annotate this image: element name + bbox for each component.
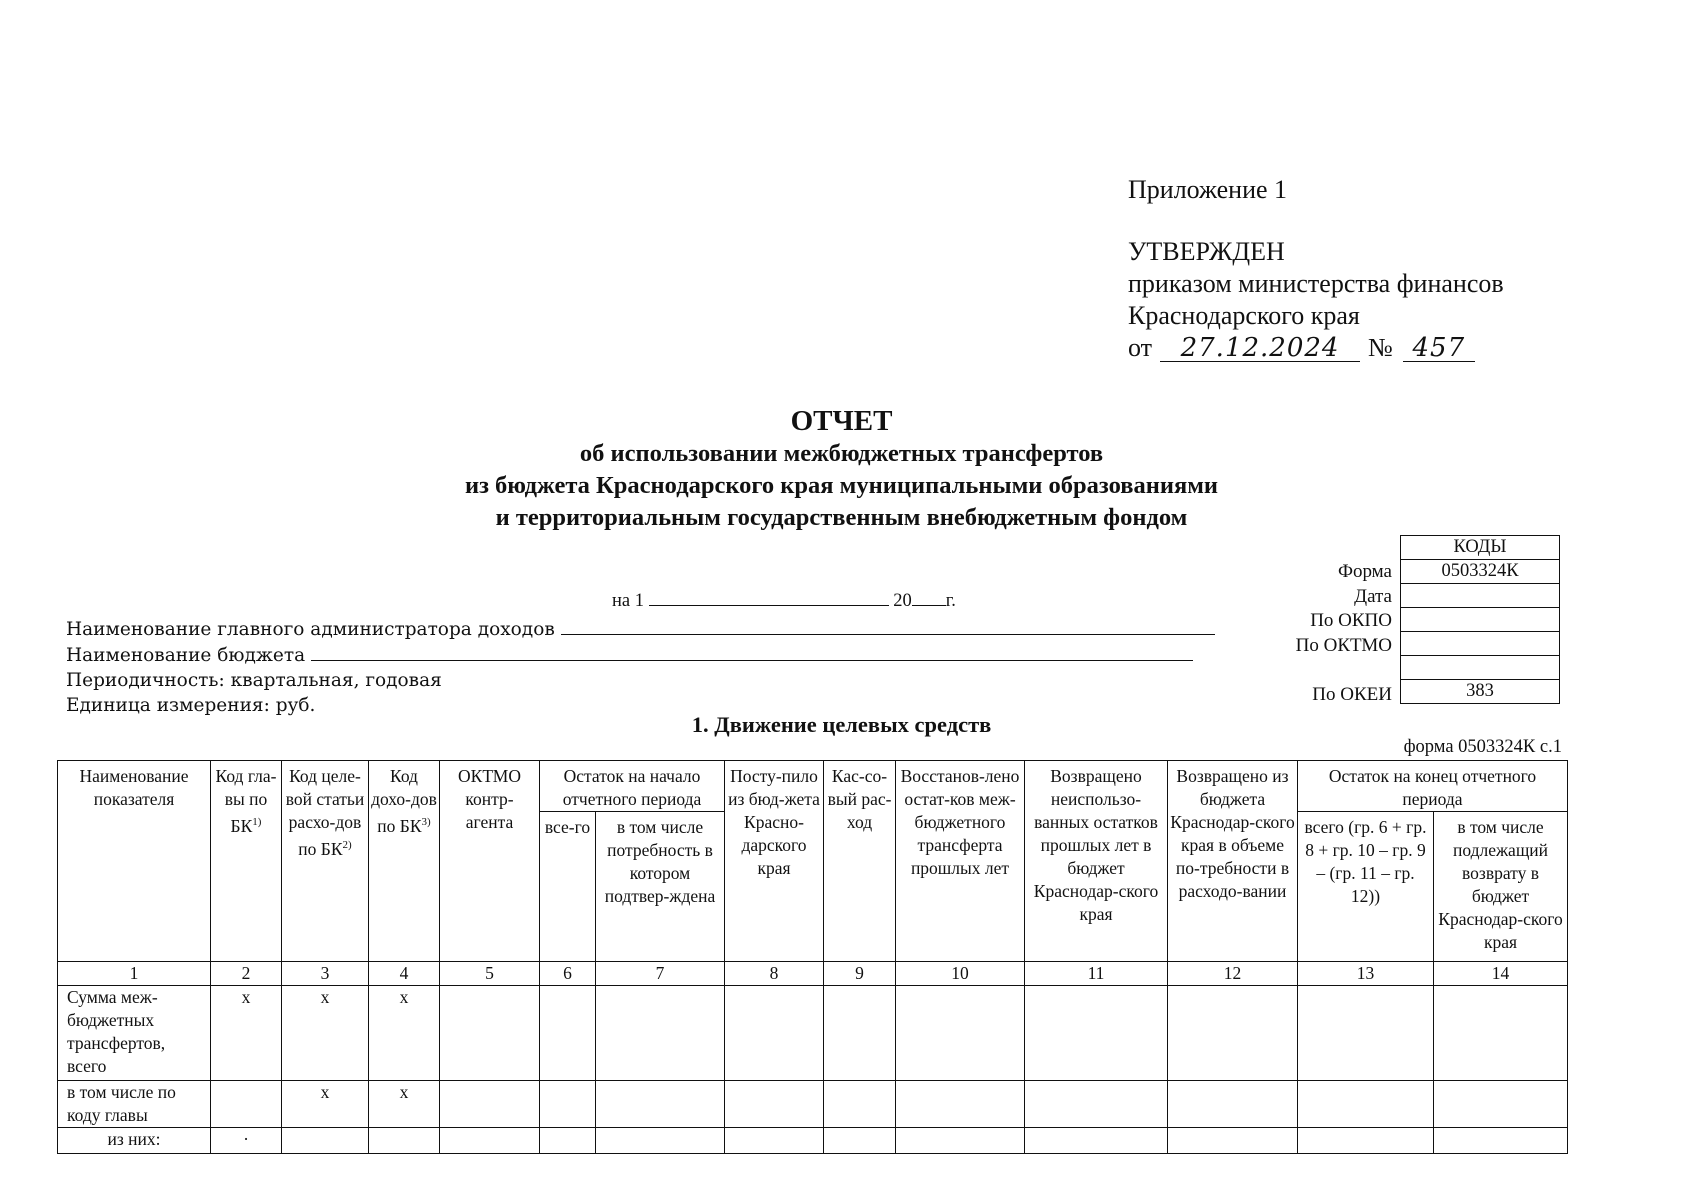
cell-input[interactable] bbox=[1434, 986, 1568, 1081]
column-number: 2 bbox=[211, 962, 282, 986]
codes-table bbox=[1400, 535, 1560, 704]
column-number: 3 bbox=[282, 962, 369, 986]
title-line-1: ОТЧЕТ bbox=[790, 405, 893, 437]
cell-input[interactable] bbox=[1434, 1128, 1568, 1154]
header-balance-end-total: всего (гр. 6 + гр. 8 + гр. 10 – гр. 9 – (гр. 11 – гр. 12)) bbox=[1298, 812, 1434, 962]
code-label-oktmo: По ОКТМО bbox=[1295, 634, 1392, 656]
approval-line-1: приказом министерства финансов bbox=[1128, 269, 1504, 298]
header-balance-start-confirmed: в том числе потребность в котором подтвер-ждена bbox=[596, 812, 725, 962]
header-chapter-code bbox=[211, 761, 282, 962]
column-number: 7 bbox=[596, 962, 725, 986]
admin-label: Наименование главного администратора доходов bbox=[66, 619, 555, 640]
row-label-total: Сумма меж-бюджетных трансфертов, всего bbox=[58, 986, 211, 1081]
number-sign: № bbox=[1368, 333, 1393, 362]
approval-block bbox=[1128, 174, 1504, 364]
cell-input[interactable] bbox=[596, 1128, 725, 1154]
footnote-1: 1) bbox=[252, 816, 262, 828]
cell-input[interactable] bbox=[725, 986, 824, 1081]
header-balance-end: Остаток на конец отчетного периода bbox=[1298, 761, 1568, 812]
column-number: 13 bbox=[1298, 962, 1434, 986]
admin-line bbox=[66, 616, 1215, 642]
period-date-field[interactable] bbox=[649, 587, 889, 606]
cell-chapter-code[interactable] bbox=[211, 1081, 282, 1128]
title-line-4: и территориальным государственным внебюджетным фондом bbox=[495, 504, 1188, 531]
cell-input[interactable] bbox=[824, 1081, 896, 1128]
period-suffix: г. bbox=[945, 591, 956, 611]
cell-input[interactable] bbox=[1168, 986, 1298, 1081]
approval-number-handwritten: 457 bbox=[1403, 335, 1475, 362]
period-prefix: на 1 bbox=[612, 591, 644, 611]
cell-input[interactable] bbox=[596, 986, 725, 1081]
header-returned-unused: Возвращено неиспользо-ванных остатков прошлых лет в бюджет Краснодар-ского края bbox=[1025, 761, 1168, 962]
column-number: 10 bbox=[896, 962, 1025, 986]
cell-input[interactable] bbox=[440, 1128, 540, 1154]
header-oktmo: ОКТМО контр-агента bbox=[440, 761, 540, 962]
table-row bbox=[58, 986, 1568, 1081]
cell-input[interactable] bbox=[440, 1081, 540, 1128]
cell-input[interactable] bbox=[440, 986, 540, 1081]
table-row bbox=[58, 1081, 1568, 1128]
code-oktmo[interactable] bbox=[1401, 632, 1560, 656]
cell-input[interactable] bbox=[824, 986, 896, 1081]
cell-input[interactable] bbox=[896, 1128, 1025, 1154]
column-numbers-row bbox=[58, 962, 1568, 986]
title-line-2: об использовании межбюджетных трансфертов bbox=[579, 440, 1104, 467]
header-balance-start-total: все-го bbox=[540, 812, 596, 962]
header-chapter-code-text: Код гла-вы по БК bbox=[215, 766, 277, 836]
code-label-form: Форма bbox=[1337, 561, 1392, 582]
row-label-of-them: из них: bbox=[58, 1128, 211, 1154]
cell-input[interactable] bbox=[896, 1081, 1025, 1128]
cell-income-code: x bbox=[369, 1081, 440, 1128]
cell-input[interactable] bbox=[540, 986, 596, 1081]
budget-label: Наименование бюджета bbox=[66, 645, 306, 666]
column-number: 8 bbox=[725, 962, 824, 986]
code-label-okpo: По ОКПО bbox=[1310, 610, 1392, 631]
cell-input[interactable] bbox=[1434, 1081, 1568, 1128]
cell-chapter-code[interactable]: · bbox=[211, 1128, 282, 1154]
header-received: Посту-пило из бюд-жета Красно-дарского края bbox=[725, 761, 824, 962]
report-meta bbox=[66, 616, 1215, 718]
cell-input[interactable] bbox=[725, 1128, 824, 1154]
code-okpo[interactable] bbox=[1401, 608, 1560, 632]
cell-input[interactable] bbox=[824, 1128, 896, 1154]
cell-input[interactable] bbox=[1298, 986, 1434, 1081]
cell-input[interactable] bbox=[1168, 1128, 1298, 1154]
report-title bbox=[0, 404, 1683, 534]
header-cash-expense: Кас-со-вый рас-ход bbox=[824, 761, 896, 962]
row-label-by-chapter: в том числе по коду главы bbox=[58, 1081, 211, 1128]
from-prefix: от bbox=[1128, 333, 1153, 362]
cell-input[interactable] bbox=[896, 986, 1025, 1081]
header-income-code bbox=[369, 761, 440, 962]
period-line bbox=[612, 587, 956, 612]
cell-target-code: x bbox=[282, 986, 369, 1081]
code-label-date: Дата bbox=[1354, 585, 1392, 607]
cell-target-code: x bbox=[282, 1081, 369, 1128]
header-target-code-text: Код целе-вой статьи расхо-дов по БК bbox=[285, 766, 365, 859]
cell-input[interactable] bbox=[540, 1128, 596, 1154]
column-number: 9 bbox=[824, 962, 896, 986]
approval-date-line bbox=[1128, 332, 1504, 364]
cell-input[interactable] bbox=[1298, 1128, 1434, 1154]
header-target-code bbox=[282, 761, 369, 962]
cell-input[interactable] bbox=[1025, 986, 1168, 1081]
periodicity: Периодичность: квартальная, годовая bbox=[66, 670, 442, 691]
cell-input[interactable] bbox=[1168, 1081, 1298, 1128]
approval-date-handwritten: 27.12.2024 bbox=[1160, 335, 1360, 362]
title-line-3: из бюджета Краснодарского края муниципальными образованиями bbox=[464, 472, 1219, 499]
period-year-prefix: 20 bbox=[893, 591, 912, 611]
column-number: 1 bbox=[58, 962, 211, 986]
cell-input[interactable] bbox=[1025, 1081, 1168, 1128]
header-balance-start: Остаток на начало отчетного периода bbox=[540, 761, 725, 812]
cell-input[interactable] bbox=[725, 1081, 824, 1128]
header-returned-from-budget: Возвращено из бюджета Краснодар-ского края в объеме по-требности в расходо-вании bbox=[1168, 761, 1298, 962]
header-income-code-text: Код дохо-дов по БК bbox=[371, 766, 437, 836]
column-number: 6 bbox=[540, 962, 596, 986]
cell-input[interactable] bbox=[596, 1081, 725, 1128]
code-okei[interactable]: 383 bbox=[1401, 680, 1560, 704]
column-number: 12 bbox=[1168, 962, 1298, 986]
cell-income-code[interactable] bbox=[369, 1128, 440, 1154]
annex-label: Приложение 1 bbox=[1128, 175, 1288, 204]
cell-input[interactable] bbox=[540, 1081, 596, 1128]
cell-input[interactable] bbox=[1025, 1128, 1168, 1154]
column-number: 11 bbox=[1025, 962, 1168, 986]
form-reference: форма 0503324К с.1 bbox=[1403, 737, 1562, 757]
code-blank[interactable] bbox=[1401, 656, 1560, 680]
column-number: 5 bbox=[440, 962, 540, 986]
footnote-2: 2) bbox=[342, 839, 352, 851]
cell-input[interactable] bbox=[1298, 1081, 1434, 1128]
section-title: 1. Движение целевых средств bbox=[691, 712, 992, 737]
header-balance-end-return: в том числе подлежащий возврату в бюджет Краснодар-ского края bbox=[1434, 812, 1568, 962]
table-row bbox=[58, 1128, 1568, 1154]
code-form[interactable]: 0503324К bbox=[1401, 560, 1560, 584]
cell-target-code[interactable] bbox=[282, 1128, 369, 1154]
unit: Единица измерения: руб. bbox=[66, 695, 316, 716]
column-number: 14 bbox=[1434, 962, 1568, 986]
header-indicator: Наименование показателя bbox=[58, 761, 211, 962]
budget-field[interactable] bbox=[311, 642, 1193, 661]
admin-field[interactable] bbox=[561, 616, 1215, 635]
cell-income-code: x bbox=[369, 986, 440, 1081]
budget-line bbox=[66, 642, 1215, 668]
period-year-field[interactable] bbox=[912, 587, 946, 606]
codes-header: КОДЫ bbox=[1401, 536, 1560, 560]
approval-line-2: Краснодарского края bbox=[1128, 301, 1360, 330]
header-restored: Восстанов-лено остат-ков меж-бюджетного трансферта прошлых лет bbox=[896, 761, 1025, 962]
cell-chapter-code: x bbox=[211, 986, 282, 1081]
transfers-table bbox=[57, 760, 1568, 1154]
column-number: 4 bbox=[369, 962, 440, 986]
code-date[interactable] bbox=[1401, 584, 1560, 608]
code-label-okei: По ОКЕИ bbox=[1312, 683, 1392, 705]
approved-label: УТВЕРЖДЕН bbox=[1128, 237, 1285, 266]
footnote-3: 3) bbox=[421, 816, 431, 828]
